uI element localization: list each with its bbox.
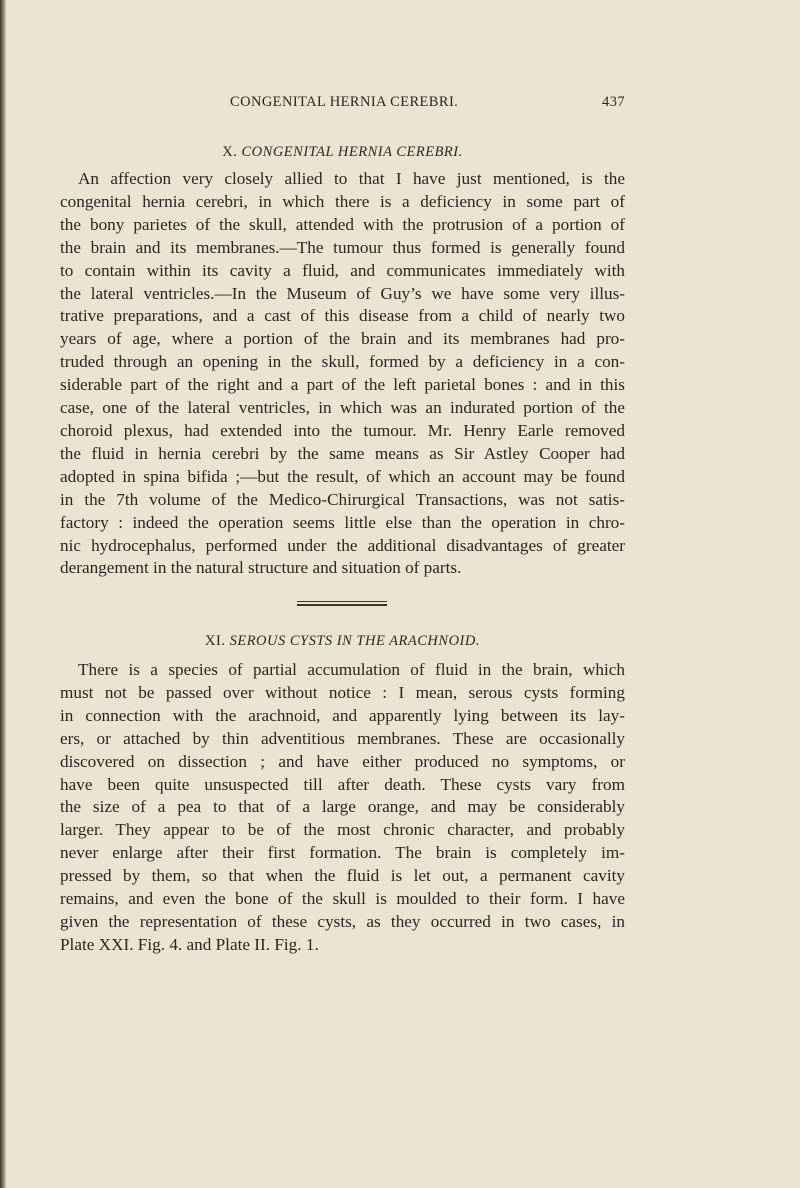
text-line: case, one of the lateral ventricles, in which was an indurated portion of the [60,398,625,418]
section-heading-xi [60,633,625,650]
text-line: have been quite unsuspected till after death. These cysts vary from [60,774,625,794]
text-line: Plate XXI. Fig. 4. and Plate II. Fig. 1. [60,934,319,954]
text-line: There is a species of partial accumulation of fluid in the brain, which [78,660,625,679]
text-line: never enlarge after their first formation. The brain is completely im- [60,843,625,863]
section-title: CONGENITAL HERNIA CEREBRI. [241,144,463,160]
text-line: adopted in spina bifida ;—but the result, of which an account may be found [60,466,625,486]
text-line: the bony parietes of the skull, attended with the protrusion of a portion of [60,214,625,234]
text-line: derangement in the natural structure and situation of parts. [60,558,462,578]
page-number: 437 [602,94,625,110]
divider-line [297,601,387,602]
text-line: choroid plexus, had extended into the tumour. Mr. Henry Earle removed [60,420,625,440]
text-line: years of age, where a portion of the brain and its membranes had pro- [60,329,625,349]
text-line: trative preparations, and a cast of this disease from a child of nearly two [60,306,625,326]
text-line: the lateral ventricles.—In the Museum of Guy’s we have some very illus- [60,283,625,303]
text-line: factory : indeed the operation seems little else than the operation in chro- [60,512,625,532]
text-line: given the representation of these cysts, as they occurred in two cases, in [60,911,625,931]
text-line: ers, or attached by thin adventitious membranes. These are occasionally [60,728,625,748]
text-line: congenital hernia cerebri, in which there is a deficiency in some part of [60,191,625,211]
text-line: An affection very closely allied to that I have just mentioned, is the [78,169,625,188]
section-title: SEROUS CYSTS IN THE ARACHNOID. [229,633,480,649]
paragraph-hernia-cerebri [60,168,625,580]
text-line: in the 7th volume of the Medico-Chirurgical Transactions, was not satis- [60,489,625,509]
section-number: X. [222,144,238,160]
text-line: pressed by them, so that when the fluid is let out, a permanent cavity [60,866,625,886]
paragraph-serous-cysts [60,659,625,957]
text-line: truded through an opening in the skull, formed by a deficiency in a con- [60,352,625,372]
text-line: the fluid in hernia cerebri by the same means as Sir Astley Cooper had [60,443,625,463]
page-binding-edge [0,0,6,1188]
text-line: in connection with the arachnoid, and apparently lying between its lay- [60,705,625,725]
text-line: nic hydrocephalus, performed under the additional disadvantages of greater [60,535,625,555]
text-line: discovered on dissection ; and have either produced no symptoms, or [60,751,625,771]
divider-line [297,604,387,606]
text-line: remains, and even the bone of the skull is moulded to their form. I have [60,889,625,909]
section-heading-x [60,144,625,161]
text-line: larger. They appear to be of the most chronic character, and probably [60,820,625,840]
text-line: to contain within its cavity a fluid, and communicates immediately with [60,260,625,280]
text-line: must not be passed over without notice : I mean, serous cysts forming [60,682,625,702]
section-divider [297,601,387,606]
page-header [60,94,625,116]
text-line: the size of a pea to that of a large orange, and may be considerably [60,797,625,817]
text-line: the brain and its membranes.—The tumour thus formed is generally found [60,237,625,257]
running-head: CONGENITAL HERNIA CEREBRI. [230,94,459,110]
section-number: XI. [205,633,226,649]
text-line: siderable part of the right and a part of the left parietal bones : and in this [60,375,625,395]
